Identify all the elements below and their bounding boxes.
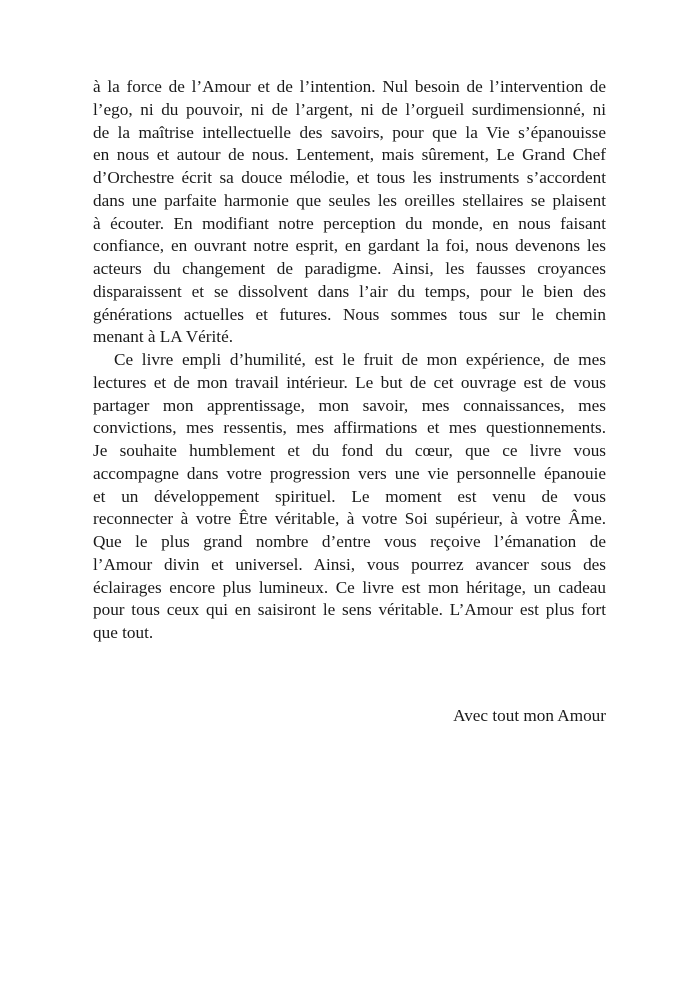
text-line: convictions, mes ressentis, mes affirmations et mes questionnements. (93, 418, 606, 438)
text-line: et un développement spirituel. Le moment est venu de vous (93, 486, 606, 506)
text-line: que tout. (93, 623, 154, 642)
text-line: partager mon apprentissage, mon savoir, mes connaissances, mes (93, 395, 606, 415)
text-line: acteurs du changement de paradigme. Ainsi, les fausses croyances (93, 259, 606, 278)
text-line: l’Amour divin et universel. Ainsi, vous pourrez avancer sous des (93, 554, 606, 574)
text-line: éclairages encore plus lumineux. Ce livre est mon héritage, un cadeau (93, 577, 606, 597)
text-line: Que le plus grand nombre d’entre vous reçoive l’émanation de (93, 532, 606, 551)
text-line: Ce livre empli d’humilité, est le fruit de mon expérience, de mes (114, 350, 606, 369)
text-line: l’ego, ni du pouvoir, ni de l’argent, ni de l’orgueil surdimensionné, ni (93, 99, 606, 119)
text-line: reconnecter à votre Être véritable, à votre Soi supérieur, à votre Âme. (93, 509, 606, 529)
document-body (93, 76, 606, 645)
text-line: à écouter. En modifiant notre perception du monde, en nous faisant (93, 213, 606, 233)
text-line: pour tous ceux qui en saisiront le sens véritable. L’Amour est plus fort (93, 600, 606, 620)
signature: Avec tout mon Amour (453, 706, 606, 725)
text-line: de la maîtrise intellectuelle des savoirs, pour que la Vie s’épanouisse (93, 122, 606, 142)
paragraph-2 (93, 349, 606, 645)
text-line: à la force de l’Amour et de l’intention. Nul besoin de l’intervention de (93, 77, 606, 96)
text-line: dans une parfaite harmonie que seules les oreilles stellaires se plaisent (93, 190, 606, 210)
paragraph-1 (93, 76, 606, 349)
text-line: menant à LA Vérité. (93, 327, 233, 347)
text-line: générations actuelles et futures. Nous sommes tous sur le chemin (93, 304, 606, 324)
text-line: confiance, en ouvrant notre esprit, en gardant la foi, nous devenons les (93, 236, 606, 256)
text-line: d’Orchestre écrit sa douce mélodie, et tous les instruments s’accordent (93, 168, 606, 187)
text-line: Je souhaite humblement et du fond du cœur, que ce livre vous (93, 441, 606, 460)
text-line: lectures et de mon travail intérieur. Le but de cet ouvrage est de vous (93, 372, 606, 392)
text-line: en nous et autour de nous. Lentement, mais sûrement, Le Grand Chef (93, 145, 606, 165)
text-line: disparaissent et se dissolvent dans l’air du temps, pour le bien des (93, 281, 606, 301)
text-line: accompagne dans votre progression vers une vie personnelle épanouie (93, 463, 606, 483)
